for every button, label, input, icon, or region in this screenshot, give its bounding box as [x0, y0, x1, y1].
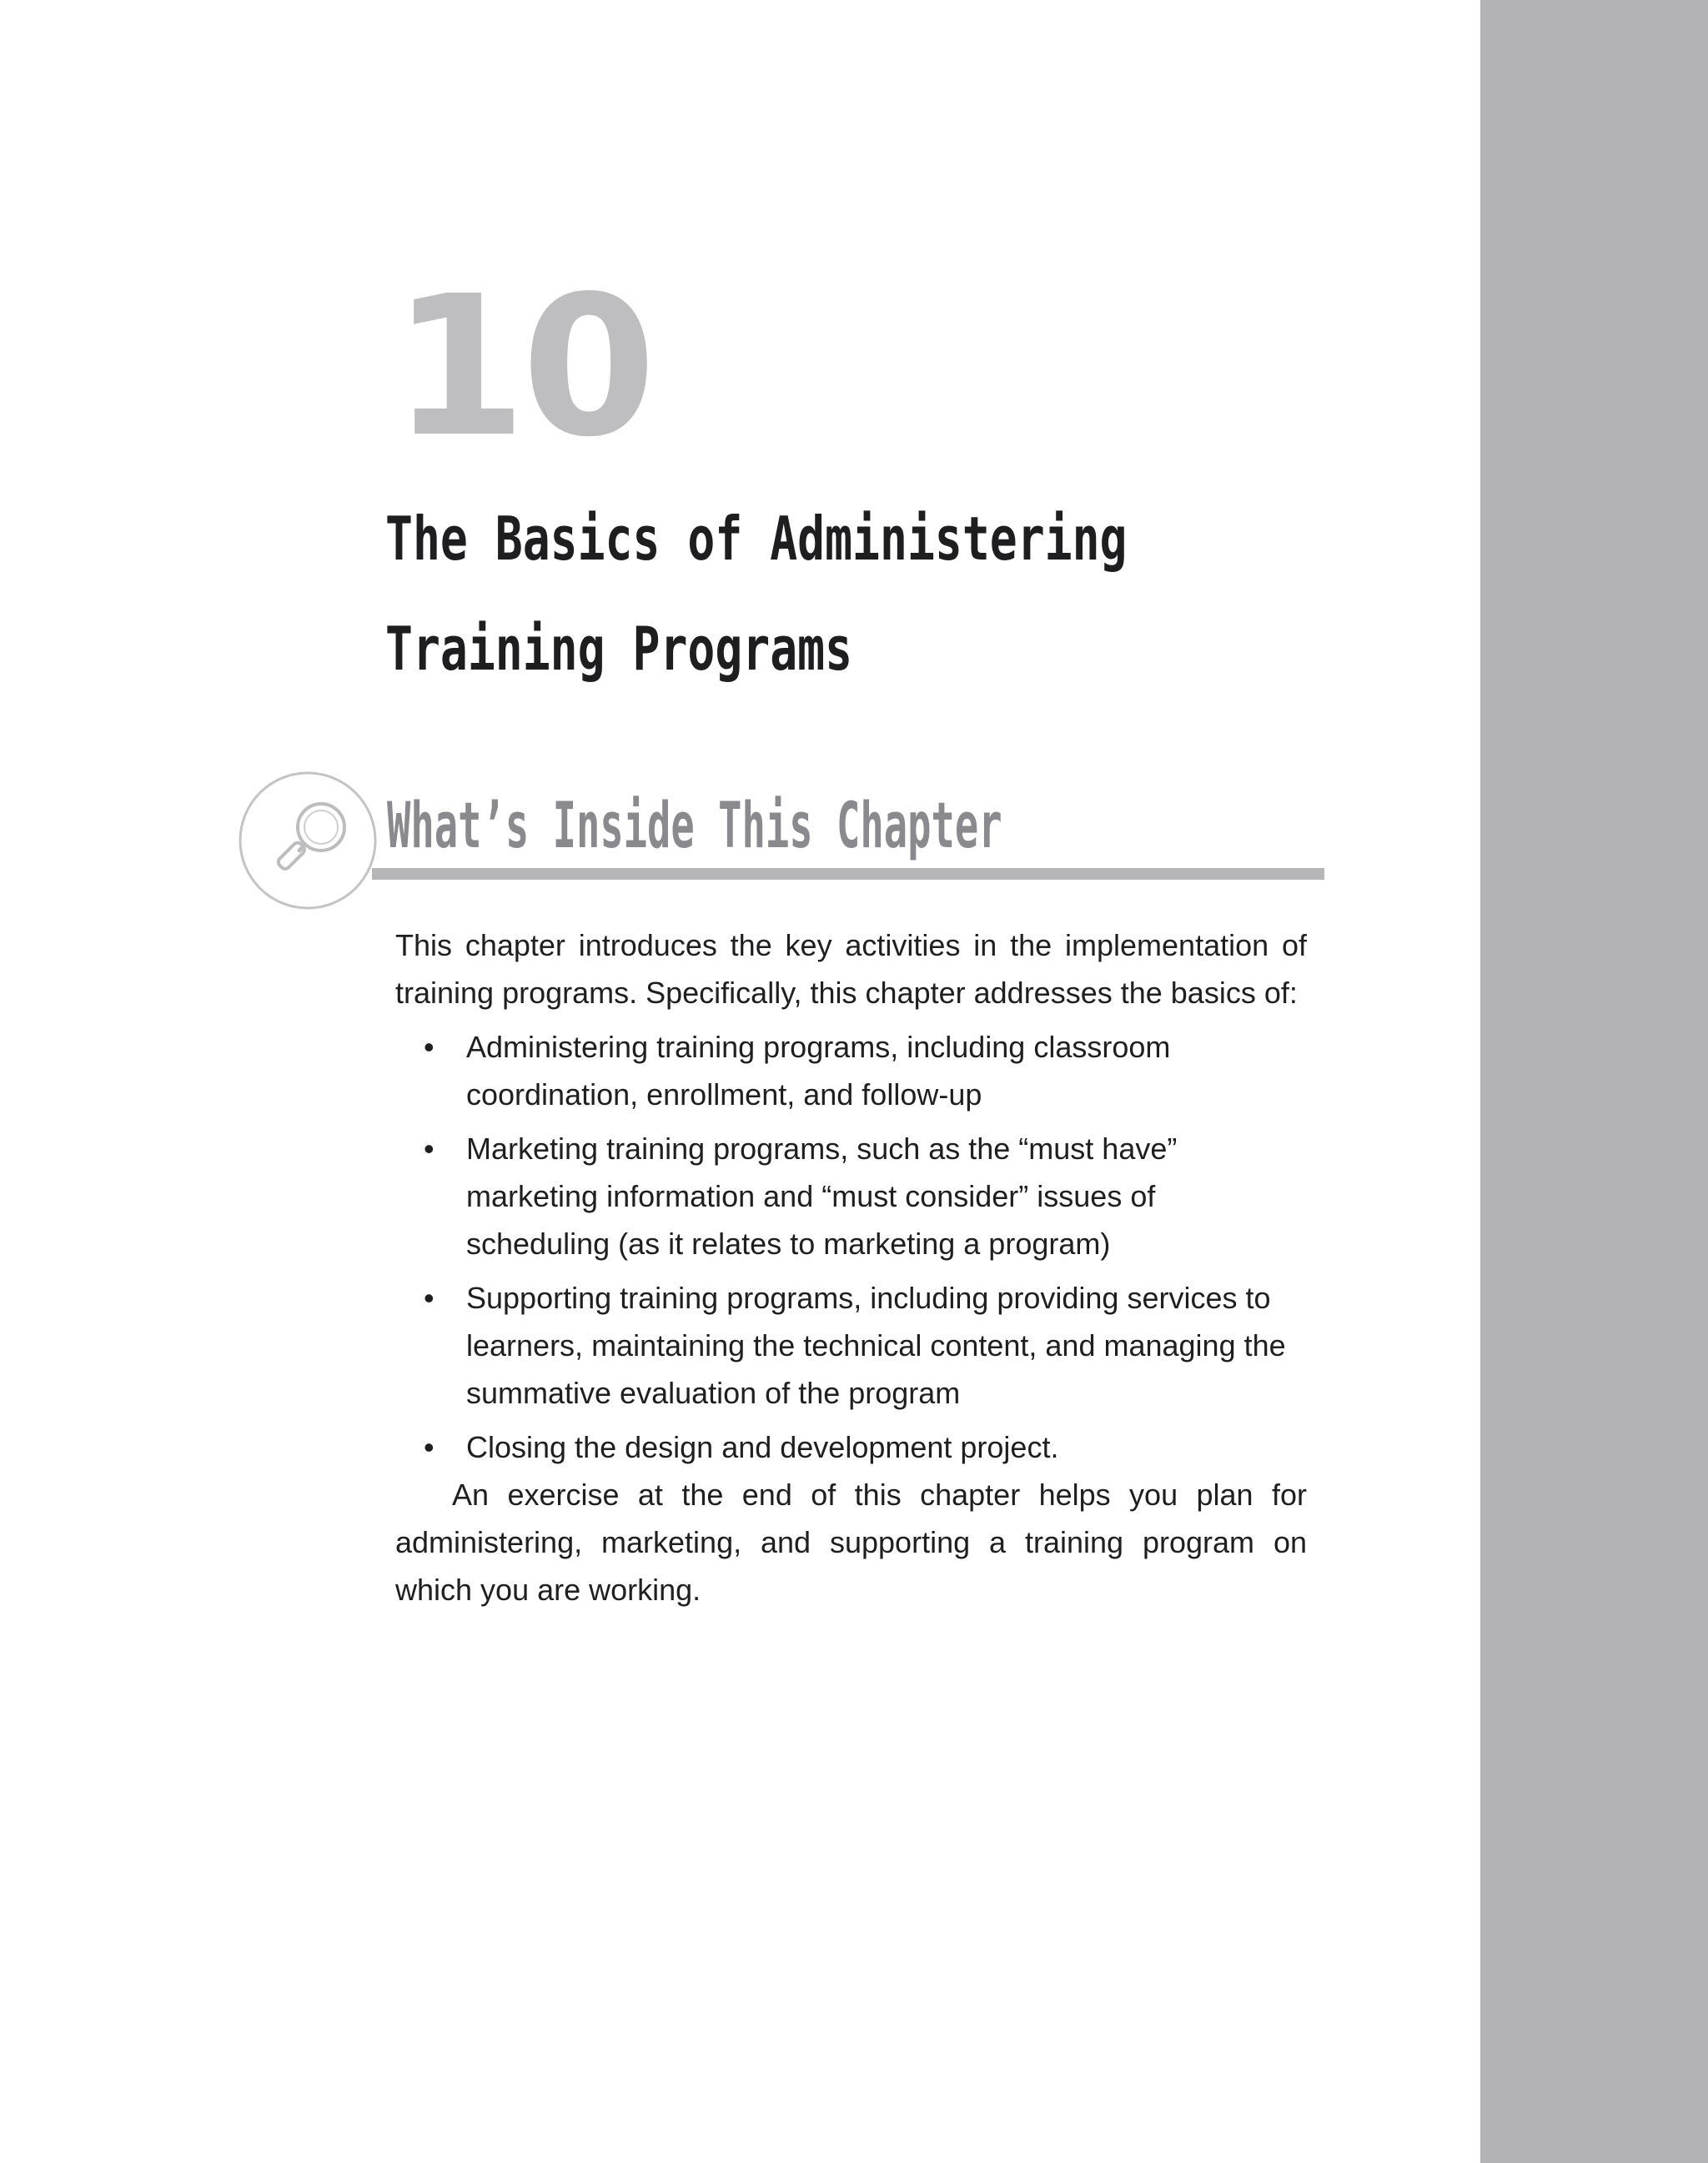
list-item-text: Closing the design and development project. — [466, 1430, 1059, 1464]
chapter-title-line-1: The Basics of Administering — [385, 504, 1128, 574]
list-item: • Supporting training programs, including providing services to learners, maintaining the technical content, and managing the summative evaluation of the program — [424, 1281, 1286, 1410]
list-item-text: Marketing training programs, such as the “must have” marketing information and “must consider” issues of scheduling (as it relates to marketing a program) — [466, 1132, 1178, 1261]
list-item: • Closing the design and development project. — [424, 1430, 1059, 1464]
list-item: • Marketing training programs, such as the “must have” marketing information and “must consider” issues of scheduling (as it relates to marketing a program) — [424, 1132, 1178, 1261]
list-item-text: Supporting training programs, including providing services to learners, maintaining the technical content, and managing the summative evaluation of the program — [466, 1281, 1286, 1410]
section-heading: What’s Inside This Chapter — [387, 788, 1002, 862]
chapter-number: 10 — [392, 254, 651, 479]
closing-paragraph: An exercise at the end of this chapter helps you plan for administering, marketing, and supporting a training program on which you are working. — [395, 1478, 1307, 1607]
chapter-title-line-2: Training Programs — [385, 614, 853, 684]
heading-rule — [372, 868, 1324, 880]
side-color-band — [1480, 0, 1708, 2163]
topic-list — [395, 1023, 1307, 1471]
list-item: • Administering training programs, including classroom coordination, enrollment, and follow-up — [424, 1030, 1171, 1112]
magnifying-glass-icon — [238, 770, 378, 911]
chapter-title — [385, 484, 1128, 704]
intro-paragraph: This chapter introduces the key activities in the implementation of training programs. Specifically, this chapter addresses the basics of: — [395, 928, 1307, 1010]
chapter-summary — [395, 921, 1307, 1613]
list-item-text: Administering training programs, including classroom coordination, enrollment, and follow-up — [466, 1030, 1171, 1112]
